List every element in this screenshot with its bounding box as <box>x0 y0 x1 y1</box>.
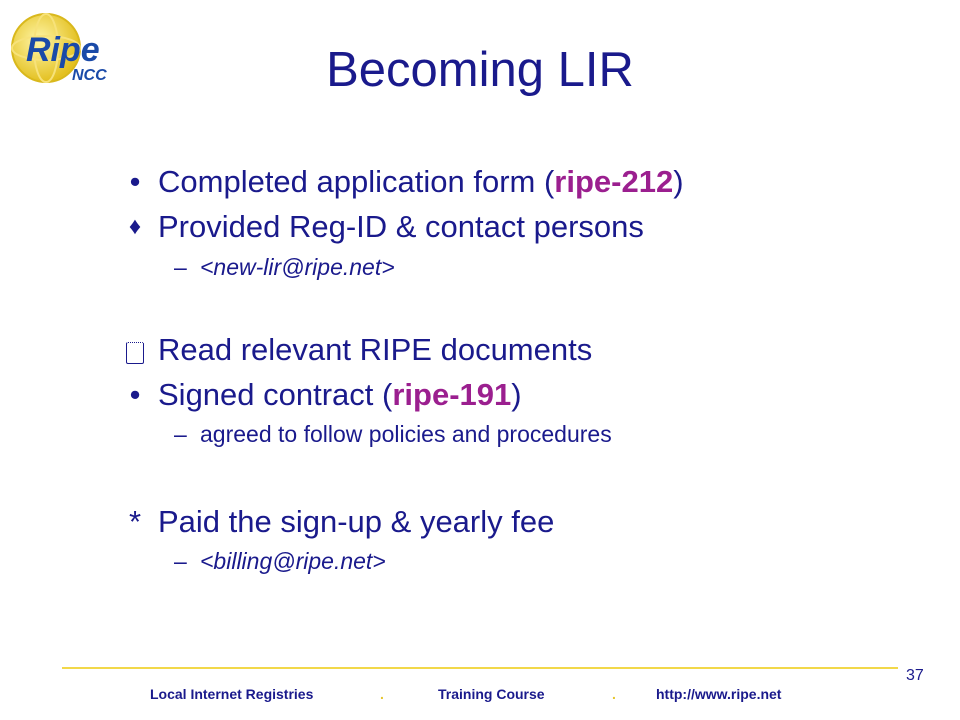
bullet-text: Completed application form (ripe-212) <box>158 164 684 199</box>
bullet-marker: • <box>129 377 141 412</box>
bullet-text: Paid the sign-up & yearly fee <box>158 504 555 539</box>
footer-url[interactable]: http://www.ripe.net <box>656 686 782 702</box>
email-billing: <billing@ripe.net> <box>200 548 386 574</box>
asterisk-marker: * <box>128 504 142 539</box>
footer-center-text: Training Course <box>438 686 545 702</box>
footer-left-text: Local Internet Registries <box>150 686 314 702</box>
slide-title: Becoming LIR <box>326 43 634 97</box>
email-new-lir: <new-lir@ripe.net> <box>200 254 395 280</box>
bullet-text: Signed contract (ripe-191) <box>158 377 522 412</box>
sub-bullet-text: agreed to follow policies and procedures <box>200 421 612 447</box>
bullet-text: Provided Reg-ID & contact persons <box>158 209 644 244</box>
footer-separator: . <box>612 686 616 702</box>
dash-marker: – <box>174 548 187 574</box>
logo-text-main: Ripe <box>26 31 100 69</box>
footer <box>0 686 960 706</box>
footer-separator: . <box>380 686 384 702</box>
bullet-text: Read relevant RIPE documents <box>158 332 593 367</box>
dash-marker: – <box>174 421 187 447</box>
diamond-marker-icon: ♦ <box>128 213 142 240</box>
footer-rule <box>62 667 898 669</box>
checkbox-icon <box>120 336 150 372</box>
bullet-marker: • <box>129 164 141 199</box>
dash-marker: – <box>174 254 187 280</box>
highlight-ripe-212: ripe-212 <box>554 164 674 199</box>
highlight-ripe-191: ripe-191 <box>392 377 512 412</box>
slide-number: 37 <box>906 667 924 684</box>
logo-text-sub: NCC <box>72 67 107 84</box>
